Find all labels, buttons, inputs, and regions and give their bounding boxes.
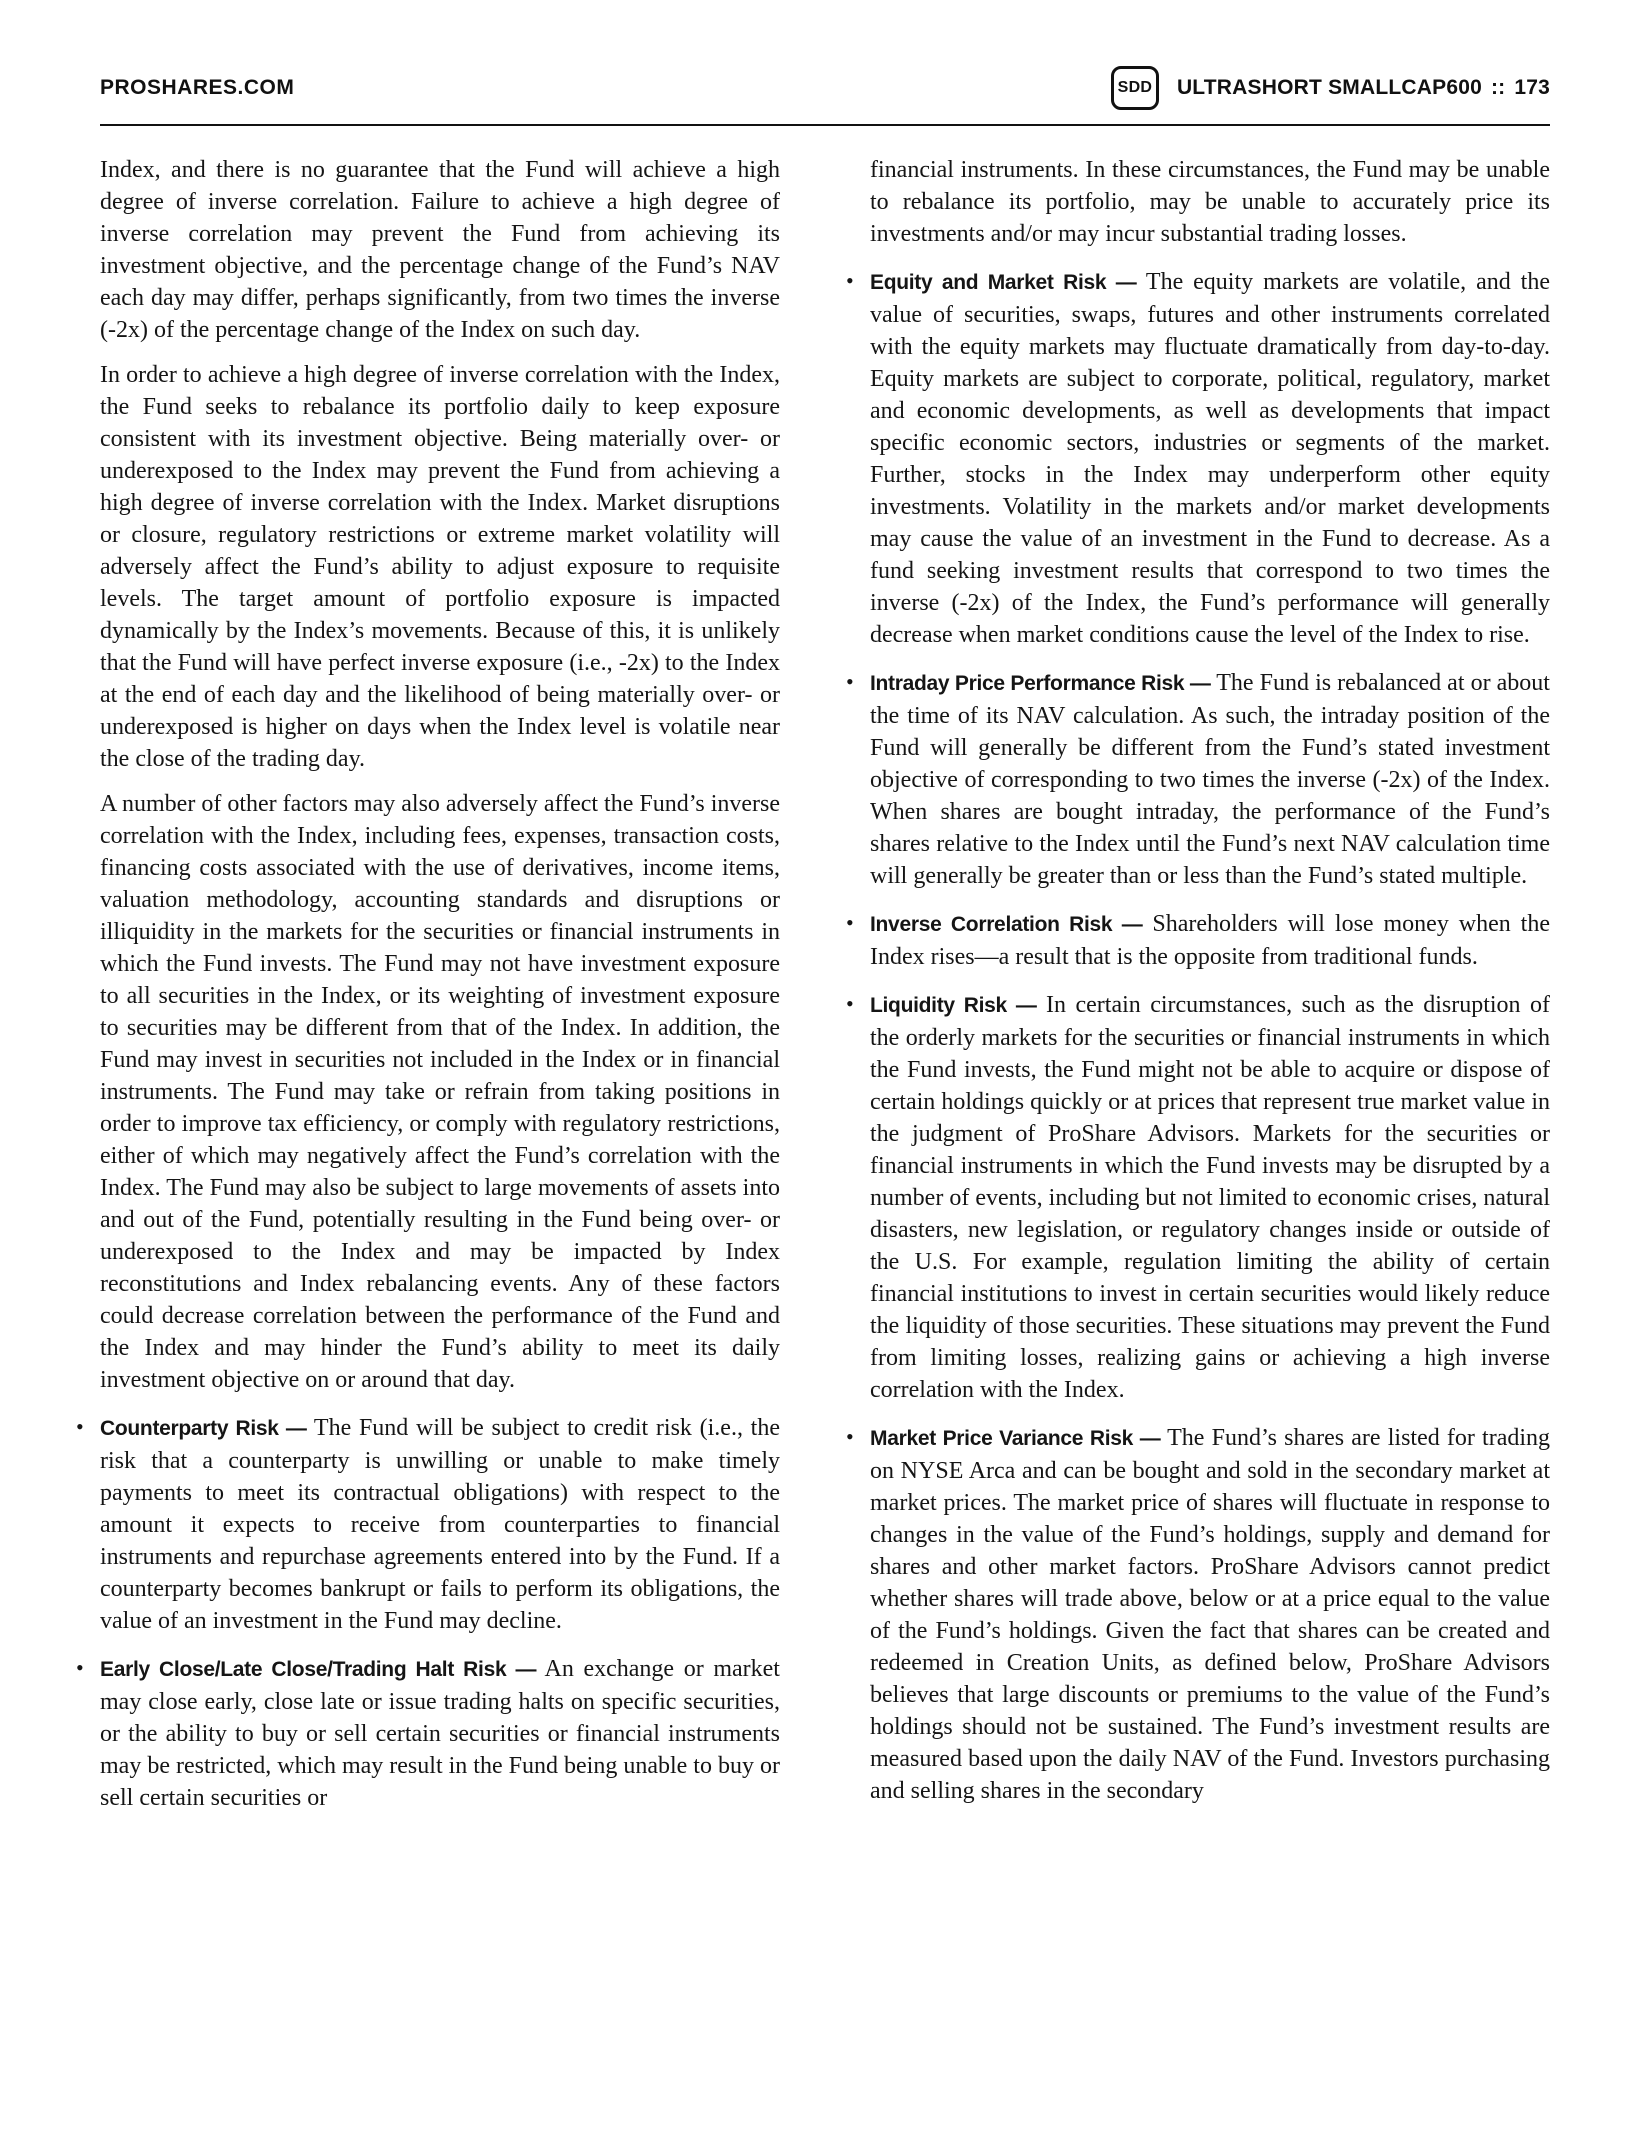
header-rule bbox=[100, 124, 1550, 126]
bullet-icon: • bbox=[76, 1655, 84, 1680]
risk-bullet-item bbox=[846, 667, 1550, 892]
bullet-icon: • bbox=[76, 1414, 84, 1439]
risk-title: Inverse Correlation Risk — bbox=[870, 913, 1143, 936]
bullet-icon: • bbox=[846, 268, 854, 293]
header-meta bbox=[1111, 66, 1550, 110]
bullet-icon: • bbox=[846, 669, 854, 694]
risk-bullet-item bbox=[846, 266, 1551, 651]
fund-ticker-badge: SDD bbox=[1111, 66, 1159, 110]
paragraph: In order to achieve a high degree of inverse correlation with the Index, the Fund seeks to rebalance its portfolio daily to keep exposure consistent with its investment objective. Being materially over- or underexposed to the Index may prevent the Fund from achieving a high degree of inverse correlation with the Index. Market disruptions or closure, regulatory restrictions or extreme market volatility will adversely affect the Fund’s ability to adjust exposure to requisite levels. The target amount of portfolio exposure is impacted dynamically by the Index’s movements. Because of this, it is unlikely that the Fund will have perfect inverse exposure (i.e., -2x) to the Index at the end of each day and the likelihood of being materially over- or underexposed is higher on days when the Index level is volatile near the close of the trading day. bbox=[100, 362, 780, 772]
risk-text: The equity markets are volatile, and the value of securities, swaps, futures and other instruments correlated with the equity markets may fluctuate dramatically from day-to-day. Equity markets are subject to corporate, political, regulatory, market and economic developments, as well as developments that impact specific economic sectors, industries or segments of the market. Further, stocks in the Index may underperform other equity investments. Volatility in the markets and/or market developments may cause the value of an investment in the Fund to decrease. As a fund seeking investment results that correspond to two times the inverse (-2x) of the Index, the Fund’s performance will generally decrease when market conditions cause the level of the Index to rise. bbox=[870, 269, 1551, 648]
bullet-icon: • bbox=[846, 991, 854, 1016]
risk-title: Liquidity Risk — bbox=[870, 994, 1037, 1017]
page-number: 173 bbox=[1514, 76, 1550, 99]
page-header bbox=[100, 66, 1550, 110]
risk-bullet-item bbox=[76, 1412, 780, 1637]
paragraph: A number of other factors may also adversely affect the Fund’s inverse correlation with the Index, including fees, expenses, transaction costs, financing costs associated with the use of derivatives, income items, valuation methodology, accounting standards and disruptions or illiquidity in the markets for the securities or financial instruments in which the Fund invests. The Fund may not have investment exposure to all securities in the Index, or its weighting of investment exposure to securities may be different from that of the Index. In addition, the Fund may invest in securities not included in the Index or in financial instruments. The Fund may take or refrain from taking positions in order to improve tax efficiency, or comply with regulatory restrictions, either of which may negatively affect the Fund’s correlation with the Index. The Fund may also be subject to large movements of assets into and out of the Fund, potentially resulting in the Fund being over- or underexposed to the Index and may be impacted by Index reconstitutions and Index rebalancing events. Any of these factors could decrease correlation between the performance of the Fund and the Index and may hinder the Fund’s ability to meet its daily investment objective on or around that day. bbox=[100, 791, 781, 1393]
fund-title-line bbox=[1177, 76, 1550, 100]
bullet-icon: • bbox=[846, 1424, 854, 1449]
risk-text: The Fund will be subject to credit risk (i.e., the risk that a counterparty is unwilling or unable to make timely payments to meet its contractual obligations) with respect to the amount it expects to receive from counterparties to financial instruments and repurchase agreements entered into by the Fund. If a counterparty becomes bankrupt or fails to perform its obligations, the value of an investment in the Fund may decline. bbox=[100, 1415, 780, 1634]
paragraph: financial instruments. In these circumstances, the Fund may be unable to rebalance its portfolio, may be unable to accurately price its investments and/or may incur substantial trading losses. bbox=[870, 157, 1550, 247]
paragraph: Index, and there is no guarantee that the Fund will achieve a high degree of inverse correlation. Failure to achieve a high degree of inverse correlation may prevent the Fund from achieving its investment objective, and the percentage change of the Fund’s NAV each day may differ, perhaps significantly, from two times the inverse (-2x) of the percentage change of the Index on such day. bbox=[100, 157, 780, 343]
right-column bbox=[846, 154, 1551, 1827]
risk-text: An exchange or market may close early, close late or issue trading halts on specific securities, or the ability to buy or sell certain securities or financial instruments may be restricted, which may result in the Fund being unable to buy or sell certain securities or bbox=[100, 1656, 780, 1811]
risk-title: Counterparty Risk — bbox=[100, 1417, 307, 1440]
risk-title: Early Close/Late Close/Trading Halt Risk — bbox=[100, 1658, 537, 1681]
risk-text: In certain circumstances, such as the disruption of the orderly markets for the securities or financial instruments in which the Fund invests, the Fund might not be able to acquire or dispose of certain holdings quickly or at prices that represent true market value in the judgment of ProShare Advisors. Markets for the securities or financial instruments in which the Fund invests may be disrupted by a number of events, including but not limited to economic crises, natural disasters, new legislation, or regulatory changes inside or outside of the U.S. For example, regulation limiting the ability of certain financial institutions to invest in certain securities would likely reduce the liquidity of those securities. These situations may prevent the Fund from limiting losses, realizing gains or achieving a high inverse correlation with the Index. bbox=[870, 992, 1550, 1403]
title-separator: :: bbox=[1490, 76, 1506, 99]
risk-text: Shareholders will lose money when the Index rises—a result that is the opposite from traditional funds. bbox=[870, 911, 1550, 970]
fund-title: ULTRASHORT SMALLCAP600 bbox=[1176, 76, 1482, 99]
risk-text: The Fund is rebalanced at or about the time of its NAV calculation. As such, the intraday position of the Fund will generally be different from the Fund’s stated investment objective of corresponding to two times the inverse (-2x) of the Index. When shares are bought intraday, the performance of the Fund’s shares relative to the Index until the Fund’s next NAV calculation time will generally be greater than or less than the Fund’s stated multiple. bbox=[870, 670, 1550, 889]
risk-bullet-item bbox=[846, 989, 1550, 1406]
bullet-icon: • bbox=[846, 910, 854, 935]
risk-title: Intraday Price Performance Risk — bbox=[870, 672, 1211, 695]
left-column bbox=[76, 154, 781, 1827]
risk-text: The Fund’s shares are listed for trading on NYSE Arca and can be bought and sold in the secondary market at market prices. The market price of shares will fluctuate in response to changes in the value of the Fund’s holdings, supply and demand for shares and other market factors. ProShare Advisors cannot predict whether shares will trade above, below or at a price equal to the value of the Fund’s holdings. Given the fact that shares can be created and redeemed in Creation Units, as defined below, ProShare Advisors believes that large discounts or premiums to the value of the Fund’s holdings should not be sustained. The Fund’s investment results are measured based upon the daily NAV of the Fund. Investors purchasing and selling shares in the secondary bbox=[870, 1425, 1551, 1804]
risk-title: Market Price Variance Risk — bbox=[870, 1427, 1161, 1450]
risk-bullet-item bbox=[76, 1653, 780, 1814]
content-columns bbox=[76, 154, 1551, 1827]
site-name: PROSHARES.COM bbox=[100, 76, 295, 99]
risk-title: Equity and Market Risk — bbox=[870, 271, 1137, 294]
risk-bullet-item bbox=[846, 1422, 1551, 1807]
risk-bullet-item bbox=[846, 908, 1550, 973]
